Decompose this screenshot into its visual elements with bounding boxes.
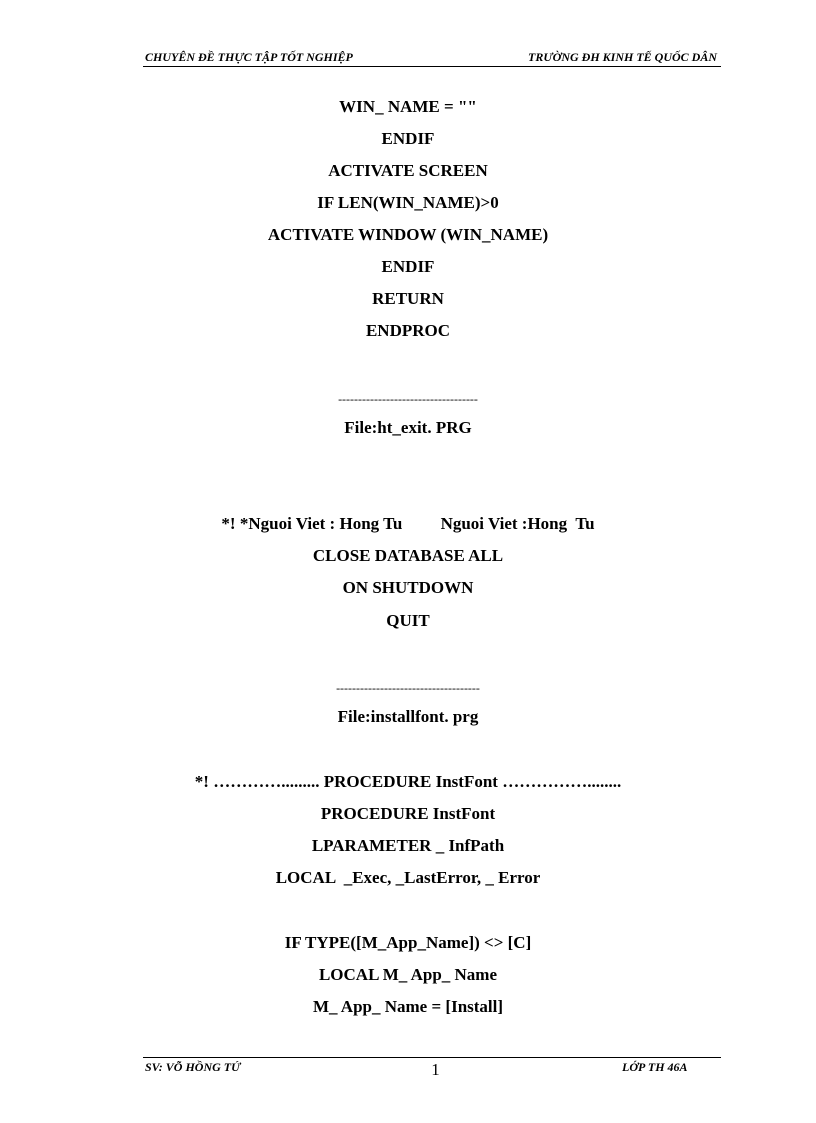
code-line: QUIT xyxy=(386,611,430,630)
header-thesis-title: CHUYÊN ĐỀ THỰC TẬP TỐT NGHIỆP xyxy=(145,50,353,64)
code-line: ACTIVATE SCREEN xyxy=(328,161,488,180)
header-university-name: TRƯỜNG ĐH KINH TẾ QUỐC DÂN xyxy=(528,50,717,64)
code-line: *! *Nguoi Viet : Hong Tu Nguoi Viet :Hong Tu xyxy=(221,514,595,533)
footer-rule xyxy=(143,1057,721,1058)
section-separator: ------------------------------------ xyxy=(336,681,480,695)
code-line: ENDPROC xyxy=(365,321,451,340)
file-heading: File:installfont. prg xyxy=(337,707,479,726)
code-line: IF LEN(WIN_NAME)>0 xyxy=(317,193,499,212)
code-line: RETURN xyxy=(372,289,444,308)
code-line: ACTIVATE WINDOW (WIN_NAME) xyxy=(267,225,549,244)
page-header xyxy=(143,48,721,67)
footer-student-name: SV: VÕ HỒNG TỨ xyxy=(145,1060,241,1074)
code-line: M_ App_ Name = [Install] xyxy=(312,997,504,1016)
code-line: CLOSE DATABASE ALL xyxy=(312,546,504,565)
code-line: ON SHUTDOWN xyxy=(342,578,474,597)
code-line: IF TYPE([M_App_Name]) <> [C] xyxy=(284,933,532,952)
code-line: PROCEDURE InstFont xyxy=(320,804,496,823)
code-line: LOCAL M_ App_ Name xyxy=(318,965,498,984)
code-line: ENDIF xyxy=(381,257,435,276)
code-line: LPARAMETER _ InfPath xyxy=(311,836,505,855)
code-line: LOCAL _Exec, _LastError, _ Error xyxy=(275,868,541,887)
code-line: ENDIF xyxy=(381,129,435,148)
page-number: 1 xyxy=(431,1060,440,1079)
footer-class-name: LỚP TH 46A xyxy=(622,1060,688,1074)
code-line: *! …………......... PROCEDURE InstFont ……………........ xyxy=(194,772,622,791)
file-heading: File:ht_exit. PRG xyxy=(344,418,472,437)
code-line: WIN_ NAME = "" xyxy=(339,97,477,116)
section-separator: ----------------------------------- xyxy=(338,392,478,406)
